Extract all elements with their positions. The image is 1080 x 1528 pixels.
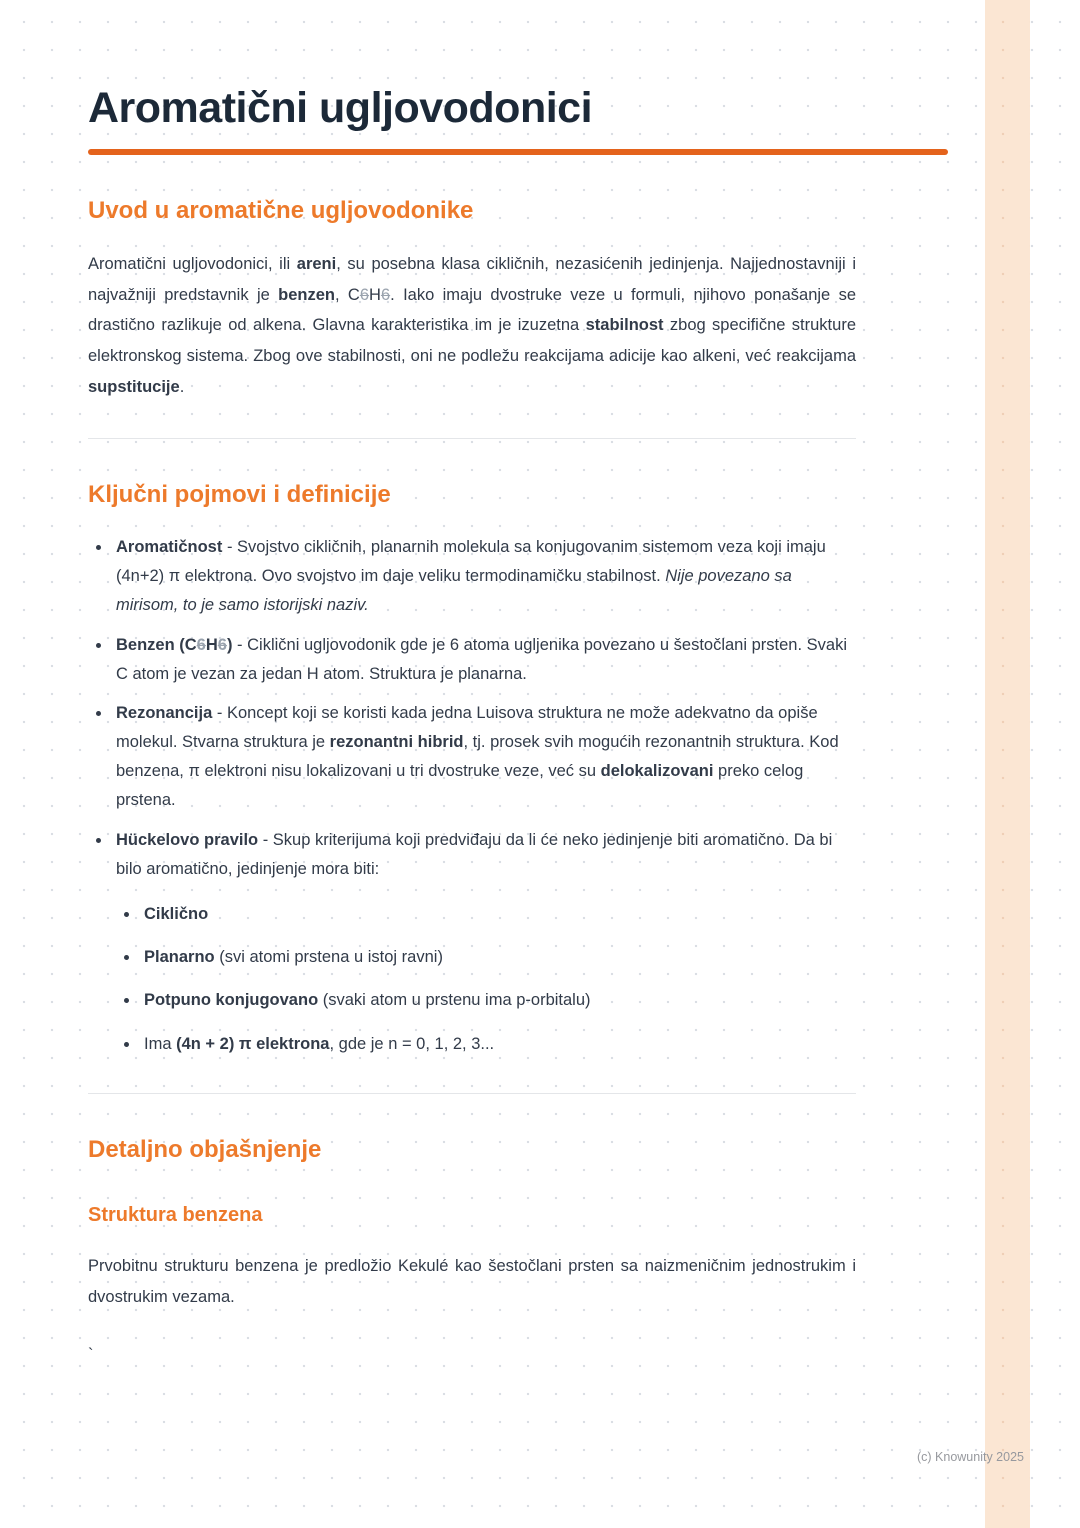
list-item-huckelovo-pravilo (112, 826, 856, 1057)
list-item-text: Hückelovo pravilo - Skup kriterijuma koji predviđaju da li će neko jedinjenje biti aromatično. Da bi bilo aromatično, jedinjenje mora biti: (116, 830, 833, 878)
list-item-text: Potpuno konjugovano (svaki atom u prstenu ima p-orbitalu) (144, 991, 591, 1010)
page-title: Aromatični ugljovodonici (88, 84, 593, 132)
nested-list-item-planarno (140, 944, 856, 970)
detail-subheading: Struktura benzena (88, 1204, 263, 1227)
huckel-criteria-list (116, 901, 856, 1058)
intro-section-heading: Uvod u aromatične ugljovodonike (88, 197, 474, 225)
list-item-benzen (112, 631, 856, 689)
list-item-rezonancija (112, 699, 856, 815)
nested-list-item-elektroni (140, 1031, 856, 1057)
stray-backtick: ` (88, 1346, 94, 1365)
list-item-text: Ciklično (144, 904, 209, 923)
list-item-aromaticnost (112, 533, 856, 620)
list-item-text: Aromatičnost - Svojstvo cikličnih, planarnih molekula sa konjugovanim sistemom veza koji imaju (4n+2) π elektrona. Ovo svojstvo im daje veliku termodinamičku stabilnost. Nije povezano sa mirisom, to je samo istorijski naziv. (116, 538, 826, 614)
list-item-text: Planarno (svi atomi prstena u istoj ravni) (144, 948, 443, 967)
nested-list-item-ciklicno (140, 901, 856, 927)
right-margin-stripe (985, 0, 1030, 1528)
detail-section-heading: Detaljno objašnjenje (88, 1136, 322, 1164)
list-item-text: Rezonancija - Koncept koji se koristi kada jedna Luisova struktura ne može adekvatno da opiše molekul. Stvarna struktura je rezonantni hibrid, tj. prosek svih mogućih rezonantnih struktura. Kod benzena, π elektroni nisu lokalizovani u tri dvostruke veze, već su delokalizovani preko celog prstena. (116, 704, 839, 810)
list-item-text: Benzen (C6H6) - Ciklični ugljovodonik gde je 6 atoma ugljenika povezano u šestočlani prsten. Svaki C atom je vezan za jedan H atom. Struktura je planarna. (116, 635, 847, 683)
section-divider-2 (88, 1093, 856, 1094)
list-item-text: Ima (4n + 2) π elektrona, gde je n = 0, 1, 2, 3... (144, 1034, 495, 1053)
section-divider-1 (88, 438, 856, 439)
key-terms-section-heading: Ključni pojmovi i definicije (88, 481, 391, 509)
intro-paragraph: Aromatični ugljovodonici, ili areni, su posebna klasa cikličnih, nezasićenih jedinjenja. Najjednostavniji i najvažniji predstavnik je benzen, C6H6. Iako imaju dvostruke veze u formuli, njihovo ponašanje se drastično razlikuje od alkena. Glavna karakteristika im je izuzetna stabilnost zbog specifične strukture elektronskog sistema. Zbog ove stabilnosti, oni ne podležu reakcijama adicije kao alkeni, već reakcijama supstitucije. (88, 255, 857, 396)
key-terms-list (88, 533, 856, 1057)
page-content (88, 84, 856, 1365)
detail-paragraph: Prvobitnu strukturu benzena je predložio Kekulé kao šestočlani prsten sa naizmeničnim jednostrukim i dvostrukim vezama. (88, 1257, 856, 1306)
nested-list-item-konjugovano (140, 987, 856, 1013)
footer-credit: (c) Knowunity 2025 (916, 1450, 1024, 1464)
title-underline (88, 149, 948, 155)
